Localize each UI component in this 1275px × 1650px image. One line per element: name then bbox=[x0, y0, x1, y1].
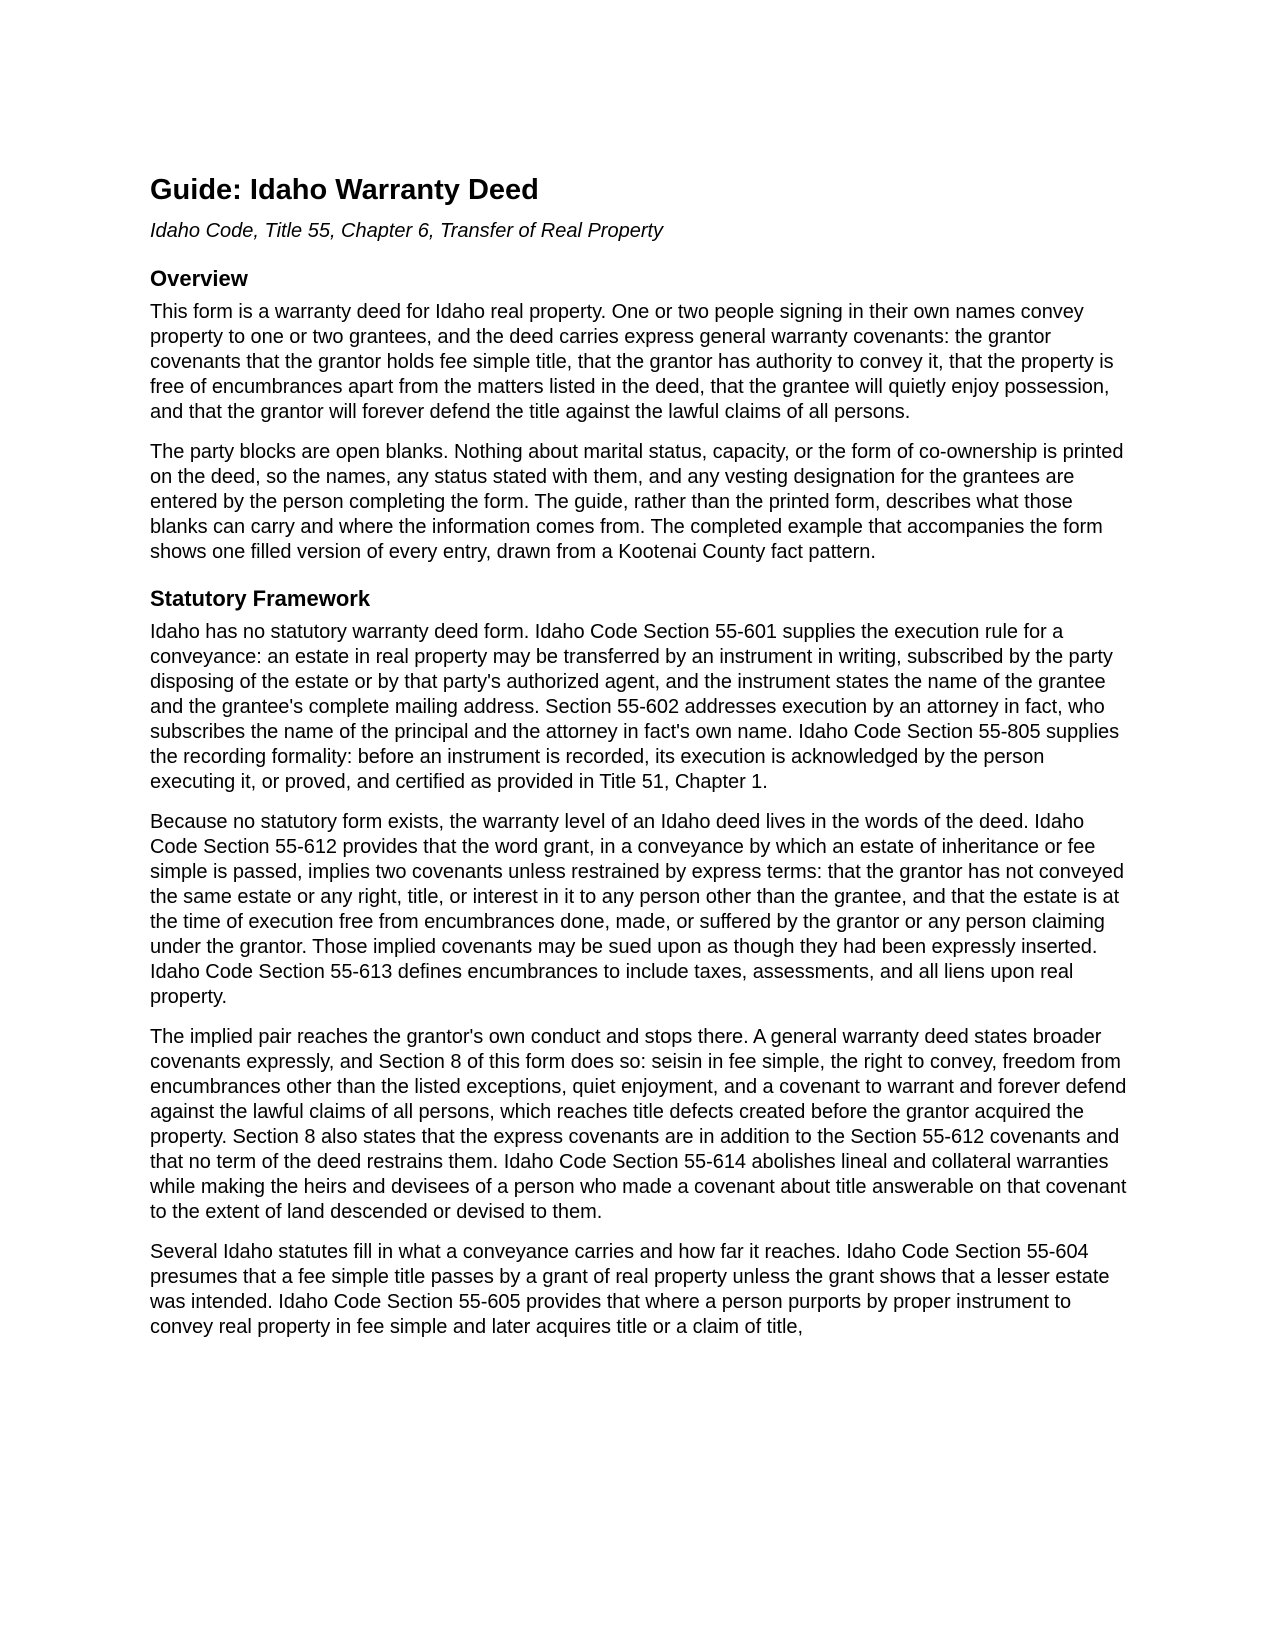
overview-paragraph-2: The party blocks are open blanks. Nothing about marital status, capacity, or the form of co-ownership is printed on the deed, so the names, any status stated with them, and any vesting designation for the grantees are entered by the person completing the form. The guide, rather than the printed form, describes what those blanks can carry and where the information comes from. The completed example that accompanies the form shows one filled version of every entry, drawn from a Kootenai County fact pattern. bbox=[150, 441, 1124, 563]
document-page bbox=[150, 172, 1130, 1340]
overview-paragraph-1: This form is a warranty deed for Idaho real property. One or two people signing in their own names convey property to one or two grantees, and the deed carries express general warranty covenants: the grantor covenants that the grantor holds fee simple title, that the grantor has authority to convey it, that the property is free of encumbrances apart from the matters listed in the deed, that the grantee will quietly enjoy possession, and that the grantor will forever defend the title against the lawful claims of all persons. bbox=[150, 301, 1114, 423]
framework-paragraph-2: Because no statutory form exists, the warranty level of an Idaho deed lives in the words of the deed. Idaho Code Section 55-612 provides that the word grant, in a conveyance by which an estate of inheritance or fee simple is passed, implies two covenants unless restrained by express terms: that the grantor has not conveyed the same estate or any right, title, or interest in it to any person other than the grantee, and that the estate is at the time of execution free from encumbrances done, made, or suffered by the grantor or any person claiming under the grantor. Those implied covenants may be sued upon as though they had been expressly inserted. Idaho Code Section 55-613 defines encumbrances to include taxes, assessments, and all liens upon real property. bbox=[150, 811, 1124, 1008]
statutory-framework-heading: Statutory Framework bbox=[150, 586, 371, 611]
overview-heading: Overview bbox=[150, 266, 248, 291]
document-title: Guide: Idaho Warranty Deed bbox=[150, 174, 539, 206]
framework-paragraph-3: The implied pair reaches the grantor's own conduct and stops there. A general warranty deed states broader covenants expressly, and Section 8 of this form does so: seisin in fee simple, the right to convey, freedom from encumbrances other than the listed exceptions, quiet enjoyment, and a covenant to warrant and forever defend against the lawful claims of all persons, which reaches title defects created before the grantor acquired the property. Section 8 also states that the express covenants are in addition to the Section 55-612 covenants and that no term of the deed restrains them. Idaho Code Section 55-614 abolishes lineal and collateral warranties while making the heirs and devisees of a person who made a covenant about title answerable on that covenant to the extent of land descended or devised to them. bbox=[150, 1026, 1127, 1223]
document-subtitle: Idaho Code, Title 55, Chapter 6, Transfer of Real Property bbox=[150, 220, 664, 242]
framework-paragraph-4: Several Idaho statutes fill in what a conveyance carries and how far it reaches. Idaho Code Section 55-604 presumes that a fee simple title passes by a grant of real property unless the grant shows that a lesser estate was intended. Idaho Code Section 55-605 provides that where a person purports by proper instrument to convey real property in fee simple and later acquires title or a claim of title, bbox=[150, 1241, 1110, 1338]
framework-paragraph-1: Idaho has no statutory warranty deed form. Idaho Code Section 55-601 supplies the execution rule for a conveyance: an estate in real property may be transferred by an instrument in writing, subscribed by the party disposing of the estate or by that party's authorized agent, and the instrument states the name of the grantee and the grantee's complete mailing address. Section 55-602 addresses execution by an attorney in fact, who subscribes the name of the principal and the attorney in fact's own name. Idaho Code Section 55-805 supplies the recording formality: before an instrument is recorded, its execution is acknowledged by the person executing it, or proved, and certified as provided in Title 51, Chapter 1. bbox=[150, 621, 1120, 793]
